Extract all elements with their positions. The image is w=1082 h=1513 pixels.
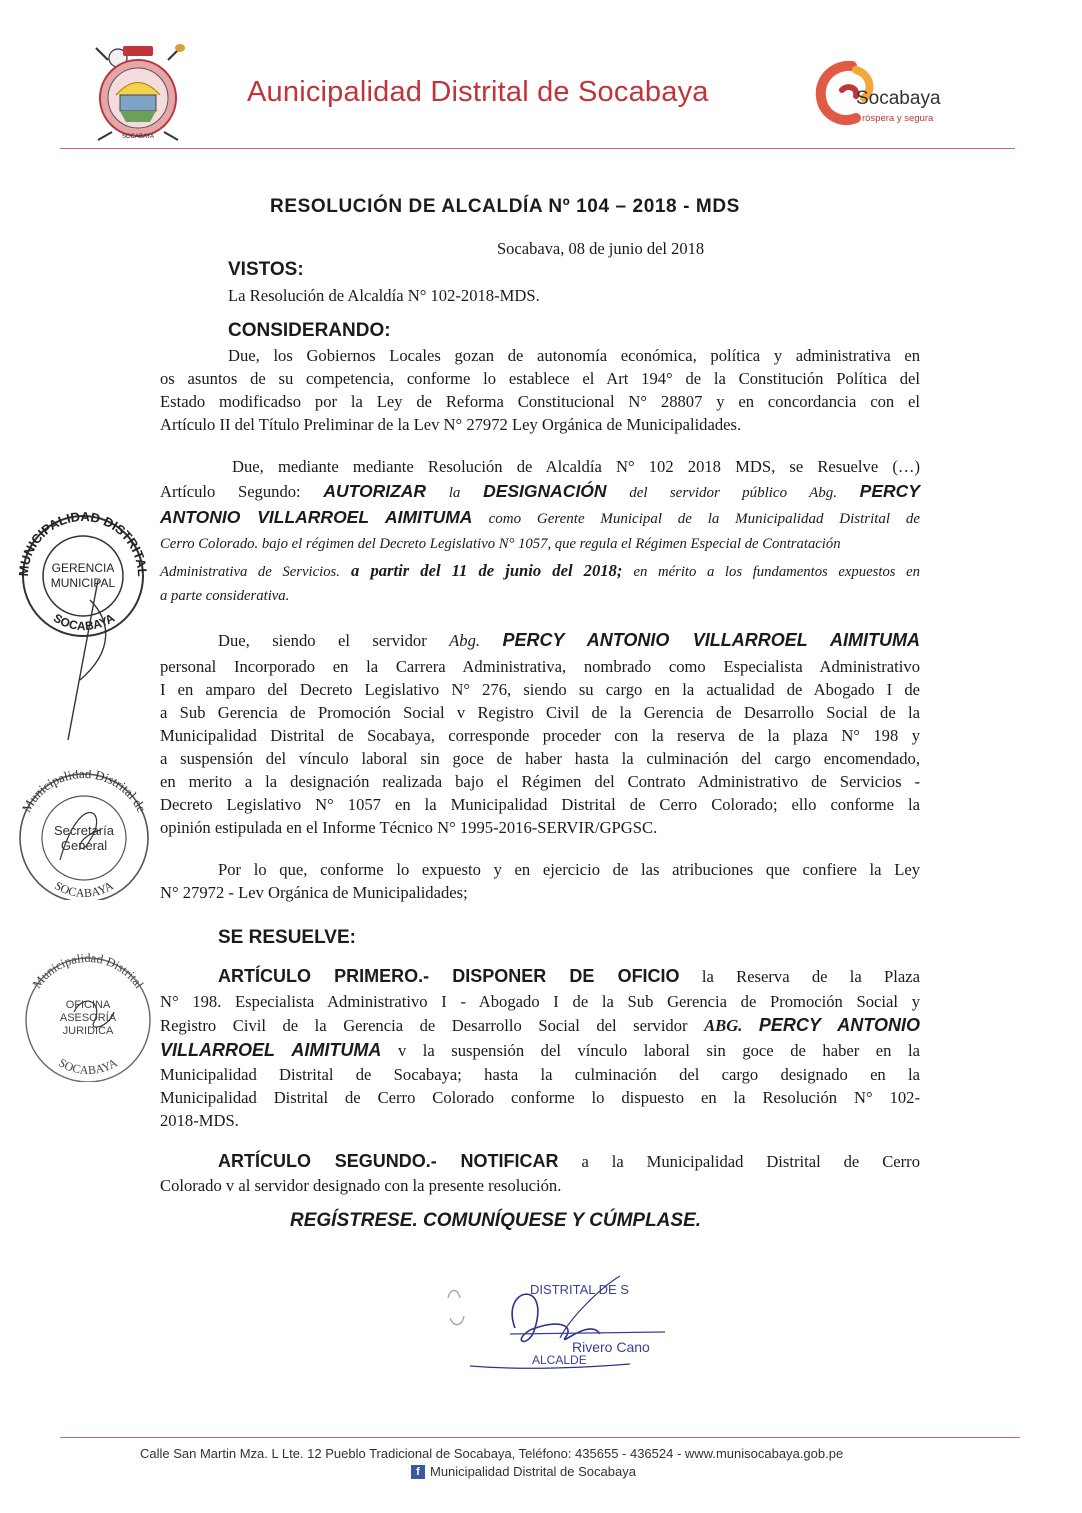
considerando-p3-line5: Municipalidad Distrital de Socabaya, corresponde proceder con la reserva de la plaza N° 198 y <box>160 726 920 745</box>
articulo-primero-line3: Registro Civil de la Gerencia de Desarrollo Social del servidor ABG. PERCY ANTONIO <box>160 1015 920 1035</box>
closing-formula: REGÍSTRESE. COMUNÍQUESE Y CÚMPLASE. <box>290 1210 702 1231</box>
footer-divider <box>60 1437 1020 1438</box>
considerando-heading: CONSIDERANDO: <box>228 320 391 341</box>
brand-tagline: róspera y segura <box>862 113 934 124</box>
crest-label: SOCABAYA <box>121 134 155 140</box>
brand-word: Socabaya <box>856 88 941 109</box>
svg-text:ALCALDE: ALCALDE <box>532 1353 587 1367</box>
considerando-p1-line4: Artículo II del Título Preliminar de la Lev N° 27972 Ley Orgánica de Municipalidades. <box>160 415 742 434</box>
svg-text:MUNICIPAL: MUNICIPAL <box>50 576 116 590</box>
articulo-primero-line2: N° 198. Especialista Administrativo I - Abogado I de la Sub Gerencia de Promoción Social y <box>160 992 920 1011</box>
considerando-p3-line6: a suspensión del vínculo laboral sin goce de haber hasta la culminación del cargo encomendado, <box>160 749 920 768</box>
asesoria-juridica-stamp <box>14 952 164 1082</box>
considerando-p3-line7: en merito a la designación realizada bajo el Régimen del Contrato Administrativo de Servicios - <box>160 772 920 791</box>
vistos-text: La Resolución de Alcaldía N° 102-2018-MDS. <box>228 286 540 305</box>
considerando-p1-line2: os asuntos de su competencia, conforme lo establece el Art 194° de la Constitución Política del <box>160 369 920 388</box>
considerando-p3-line1: Due, siendo el servidor Abg. PERCY ANTONIO VILLARROEL AIMITUMA <box>218 630 920 650</box>
svg-text:GERENCIA: GERENCIA <box>51 561 115 575</box>
resuelve-heading: SE RESUELVE: <box>218 927 356 948</box>
articulo-primero-line4: VILLARROEL AIMITUMA v la suspensión del vínculo laboral sin goce de haber en la <box>160 1040 920 1060</box>
considerando-p2-line6: a parte considerativa. <box>160 588 290 604</box>
considerando-p3-line4: a Sub Gerencia de Promoción Social v Registro Civil de la Gerencia de Desarrollo Social de la <box>160 703 920 722</box>
considerando-p2-line4: Cerro Colorado. bajo el régimen del Decreto Legislativo N° 1057, que regula el Régimen Especial de Contratación <box>160 536 841 552</box>
considerando-p2-line5: Administrativa de Servicios. a partir del 11 de junio del 2018; en mérito a los fundamentos expuestos en <box>160 561 920 580</box>
svg-text:SOCABAYA: SOCABAYA <box>51 610 117 634</box>
considerando-p4-line1: Por lo que, conforme lo expuesto y en ejercicio de las atribuciones que confiere la Ley <box>218 860 920 879</box>
considerando-p3-line2: personal Incorporado en la Carrera Administrativa, nombrado como Especialista Administrativo <box>160 657 920 676</box>
municipal-crest <box>88 40 188 145</box>
svg-text:Municipalidad Distrital de: Municipalidad Distrital de <box>18 770 150 815</box>
svg-text:OFICINA: OFICINA <box>65 999 111 1011</box>
alcalde-signature-stamp <box>440 1268 680 1378</box>
header-divider <box>60 148 1015 149</box>
facebook-icon: f <box>411 1465 425 1479</box>
resolution-date: Socabava, 08 de junio del 2018 <box>497 239 705 258</box>
header-title: Aunicipalidad Distrital de Socabaya <box>247 76 709 108</box>
considerando-p2-line3: ANTONIO VILLARROEL AIMITUMA como Gerente Municipal de la Municipalidad Distrital de <box>160 507 921 527</box>
svg-text:SOCABAYA: SOCABAYA <box>52 878 116 900</box>
articulo-primero-line1: ARTÍCULO PRIMERO.- DISPONER DE OFICIO la Reserva de la Plaza <box>218 966 920 986</box>
svg-text:JURIDICA: JURIDICA <box>62 1025 114 1037</box>
secretaria-general-stamp <box>10 770 160 900</box>
considerando-p4-line2: N° 27972 - Lev Orgánica de Municipalidades; <box>160 883 468 902</box>
svg-text:Rivero Cano: Rivero Cano <box>572 1339 650 1355</box>
considerando-p1-line3: Estado modificadso por la Ley de Reforma Constitucional N° 28807 y en concordancia con el <box>160 392 920 411</box>
considerando-p3-line9: opinión estipulada en el Informe Técnico N° 1995-2016-SERVIR/GPGSC. <box>160 818 658 837</box>
footer-social-label: Municipalidad Distrital de Socabaya <box>430 1464 636 1479</box>
articulo-segundo-line2: Colorado v al servidor designado con la presente resolución. <box>160 1176 562 1195</box>
footer-address: Calle San Martin Mza. L Lte. 12 Pueblo Tradicional de Socabaya, Teléfono: 435655 - 436524 - www.munisocabaya.gob.pe <box>140 1446 844 1461</box>
considerando-p3-line3: I en amparo del Decreto Legislativo N° 276, siendo su cargo en la actualidad de Abogado I de <box>160 680 920 699</box>
articulo-primero-line7: 2018-MDS. <box>160 1111 239 1130</box>
resolution-title: RESOLUCIÓN DE ALCALDÍA Nº 104 – 2018 - MDS <box>270 196 740 217</box>
socabaya-brand-logo <box>812 60 982 135</box>
svg-text:SOCABAYA: SOCABAYA <box>56 1055 120 1078</box>
svg-text:MUNICIPALIDAD DISTRITAL: MUNICIPALIDAD DISTRITAL <box>15 508 151 577</box>
considerando-p1-line1: Due, los Gobiernos Locales gozan de autonomía económica, política y administrativa en <box>228 346 920 365</box>
vistos-heading: VISTOS: <box>228 259 304 280</box>
svg-text:Municipalidad Distrital: Municipalidad Distrital <box>29 952 147 991</box>
svg-text:General: General <box>60 838 108 853</box>
svg-text:DISTRITAL DE S: DISTRITAL DE S <box>530 1282 629 1297</box>
considerando-p3-line8: Decreto Legislativo N° 1057 en la Municipalidad Distrital de Cerro Colorado; ello conforme la <box>160 795 920 814</box>
articulo-primero-line6: Municipalidad Distrital de Cerro Colorado conforme lo dispuesto en la Resolución N° 102- <box>160 1088 920 1107</box>
svg-text:Secretaría: Secretaría <box>54 823 114 838</box>
footer-social <box>411 1464 636 1479</box>
articulo-primero-line5: Municipalidad Distrital de Socabaya; hasta la culminación del cargo designado en la <box>160 1065 920 1084</box>
considerando-p2-line1: Due, mediante mediante Resolución de Alcaldía N° 102 2018 MDS, se Resuelve (…) <box>232 457 920 476</box>
svg-text:ASESORÍA: ASESORÍA <box>59 1012 117 1024</box>
considerando-p2-line2: Artículo Segundo: AUTORIZAR la DESIGNACIÓN del servidor público Abg. PERCY <box>160 481 920 501</box>
articulo-segundo-line1: ARTÍCULO SEGUNDO.- NOTIFICAR a la Municipalidad Distrital de Cerro <box>218 1151 920 1171</box>
